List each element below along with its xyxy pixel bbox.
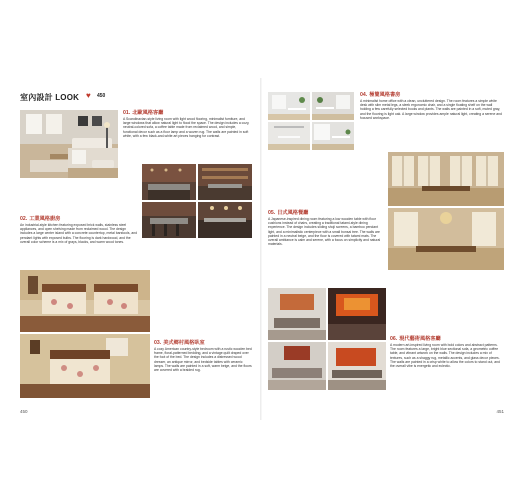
- section-title: [123, 110, 251, 116]
- section-heading: 北歐風格客廳: [132, 110, 164, 116]
- section-description: A minimalist home office with a clean, uncluttered design. The room features a simple white desk with slim metal legs, a sleek ergonomic chair, and a single floating shelf on the wall holding a few carefully selected books and plants. The walls are painted in a soft, muted gray, and the flooring is light oak. A large window provides ample natural light, creating a serene and focused workspace.: [360, 99, 502, 120]
- photo-modern-art-living-3: [268, 342, 326, 390]
- section-title: [268, 210, 384, 216]
- photo-japanese-dining-2: [388, 208, 504, 270]
- photo-minimalist-study-2: [312, 92, 354, 120]
- photo-minimalist-study-3: [268, 122, 310, 150]
- section-heading: 現代藝術風格客廳: [399, 336, 441, 342]
- section-description: A cozy American country-style bedroom with a rustic wooden bed frame, floral-patterned bedding, and a vintage quilt draped over the foot of the bed. The design includes a distressed wood dresser, an antique mirror, and bedside tables with ceramic lamps. The walls are painted in a soft, warm beige, and the floors are covered with a braided rug.: [154, 347, 252, 373]
- photo-minimalist-study-1: [268, 92, 310, 120]
- section-title: [154, 340, 252, 346]
- section-heading: 日式風格餐廳: [277, 210, 309, 216]
- section-description: A Scandinavian-style living room with light wood flooring, minimalist furniture, and large windows that allow natural light to flood the space. The design includes a cozy, neutral-colored sofa, a coffee table made from reclaimed wood, and simple, functional decor such as a floor lamp and a woven rug. The walls are painted in soft white, with a few black-and-white art pieces hanging for contrast.: [123, 117, 250, 138]
- section-description: A Japanese-inspired dining room featuring a low wooden table with floor cushions instead of chairs, creating a traditional tatami-style dining experience. The design includes sliding shoji screens, a bamboo pendant light, and a minimalistic centerpiece with a small bonsai tree. The walls are painted in a neutral beige, and the floor is covered with tatami mats. The overall ambiance is calm and serene, with a focus on simplicity and natural materials.: [268, 217, 381, 247]
- section-title: [360, 92, 504, 98]
- section-number: 03.: [154, 340, 162, 346]
- page-header-count: 450: [97, 93, 106, 99]
- left-page: [12, 78, 258, 420]
- section-description: An industrial-style kitchen featuring exposed brick walls, stainless steel appliances, and open shelving made from reclaimed wood. The design includes a large center island with a concrete countertop, metal barstools, and pendant lights with exposed bulbs. The flooring is dark hardwood, and the overall color scheme is a mix of grays, blacks, and warm wood tones.: [20, 223, 138, 244]
- photo-industrial-kitchen-2: [198, 164, 252, 200]
- section-description: A modern art-inspired living room with bold colors and abstract patterns. The room features a large, bright blue sectional sofa, a geometric coffee table, and vibrant artwork on the walls. The design includes a mix of textures, such as a shaggy rug, metallic accents, and glass decor pieces. The walls are painted in a crisp white to allow the colors to stand out, and the overall vibe is energetic and eclectic.: [390, 343, 500, 369]
- section-title: [390, 336, 504, 342]
- right-page: [264, 78, 508, 420]
- photo-country-bedroom-1: [20, 270, 150, 332]
- page-number-left: 450: [20, 409, 28, 414]
- heart-icon: ♥: [86, 91, 91, 100]
- section-number: 01.: [123, 110, 131, 116]
- section-number: 05.: [268, 210, 276, 216]
- section-heading: 極簡風格書房: [369, 92, 401, 98]
- section-05: [268, 210, 384, 246]
- photo-minimalist-study-4: [312, 122, 354, 150]
- section-number: 02.: [20, 216, 28, 222]
- section-number: 06.: [390, 336, 398, 342]
- page-header-title: 室內設計 LOOK: [20, 93, 80, 102]
- section-06: [390, 336, 504, 368]
- section-02: [20, 216, 138, 244]
- page-gutter: [260, 78, 262, 420]
- section-03: [154, 340, 252, 372]
- photo-japanese-dining-1: [388, 152, 504, 206]
- photo-country-bedroom-2: [20, 334, 150, 398]
- book-spread: [12, 78, 508, 420]
- section-title: [20, 216, 138, 222]
- section-heading: 美式鄉村風格臥室: [163, 340, 205, 346]
- photo-modern-art-living-1: [268, 288, 326, 340]
- photo-modern-art-living-4: [328, 342, 386, 390]
- photo-scandinavian-living-room-2: [68, 148, 118, 178]
- photo-modern-art-living-2: [328, 288, 386, 340]
- photo-industrial-kitchen-4: [198, 202, 252, 238]
- section-04: [360, 92, 504, 120]
- page-number-right: 451: [496, 409, 504, 414]
- section-heading: 工業風格廚房: [29, 216, 61, 222]
- photo-industrial-kitchen-3: [142, 202, 196, 238]
- section-01: [123, 110, 251, 138]
- photo-industrial-kitchen-1: [142, 164, 196, 200]
- section-number: 04.: [360, 92, 368, 98]
